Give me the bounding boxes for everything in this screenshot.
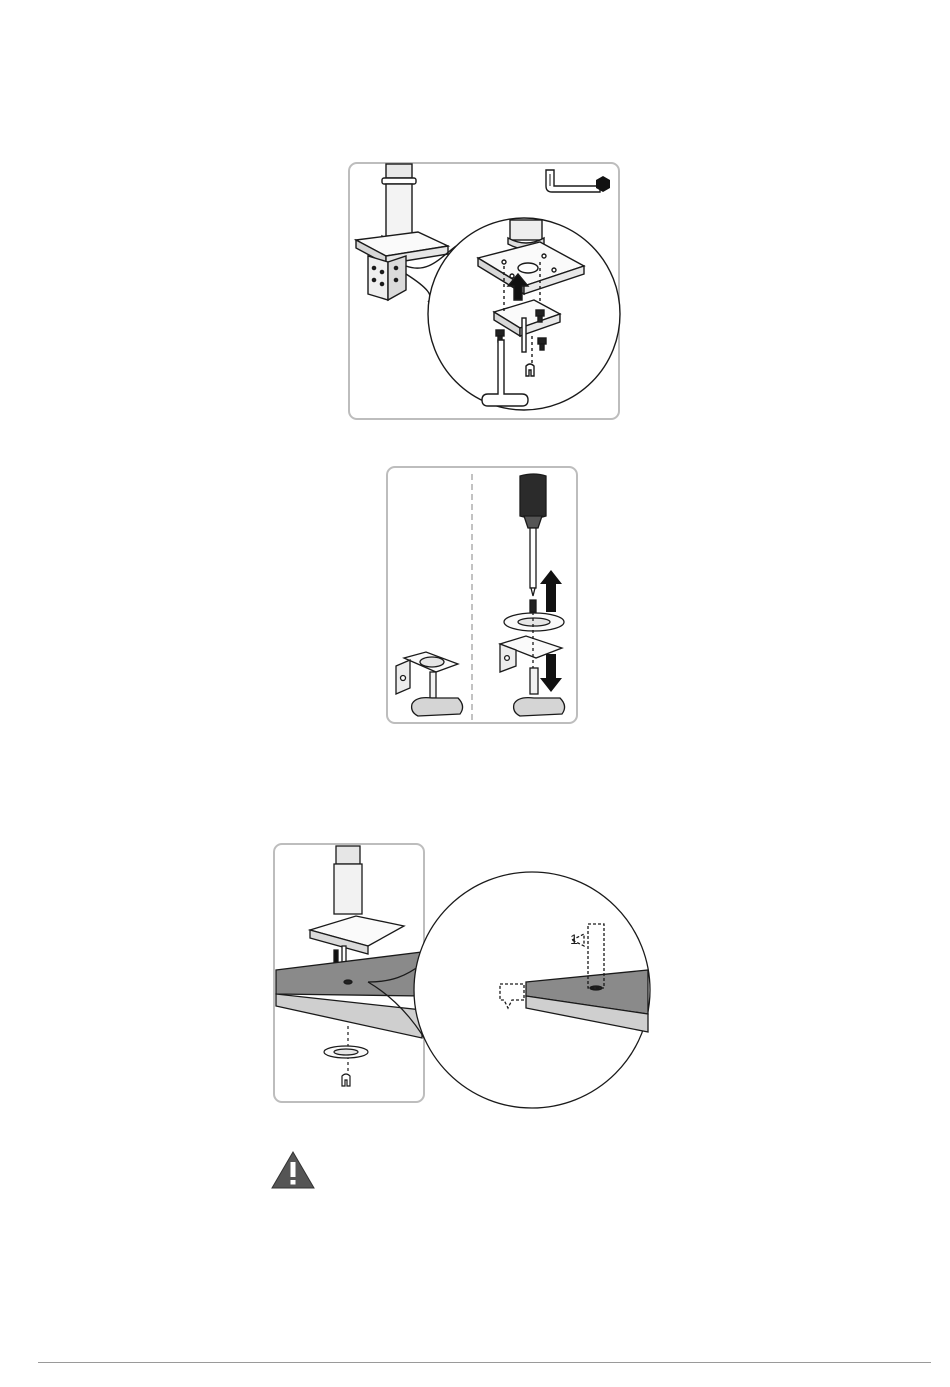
figure-2-clamp xyxy=(386,466,580,726)
footer-rule xyxy=(38,1362,931,1363)
callout-number: 1 xyxy=(570,931,578,947)
figure-1-base-plate xyxy=(348,162,622,422)
figure-3-desk-mount xyxy=(272,842,656,1114)
warning-icon xyxy=(270,1150,316,1190)
